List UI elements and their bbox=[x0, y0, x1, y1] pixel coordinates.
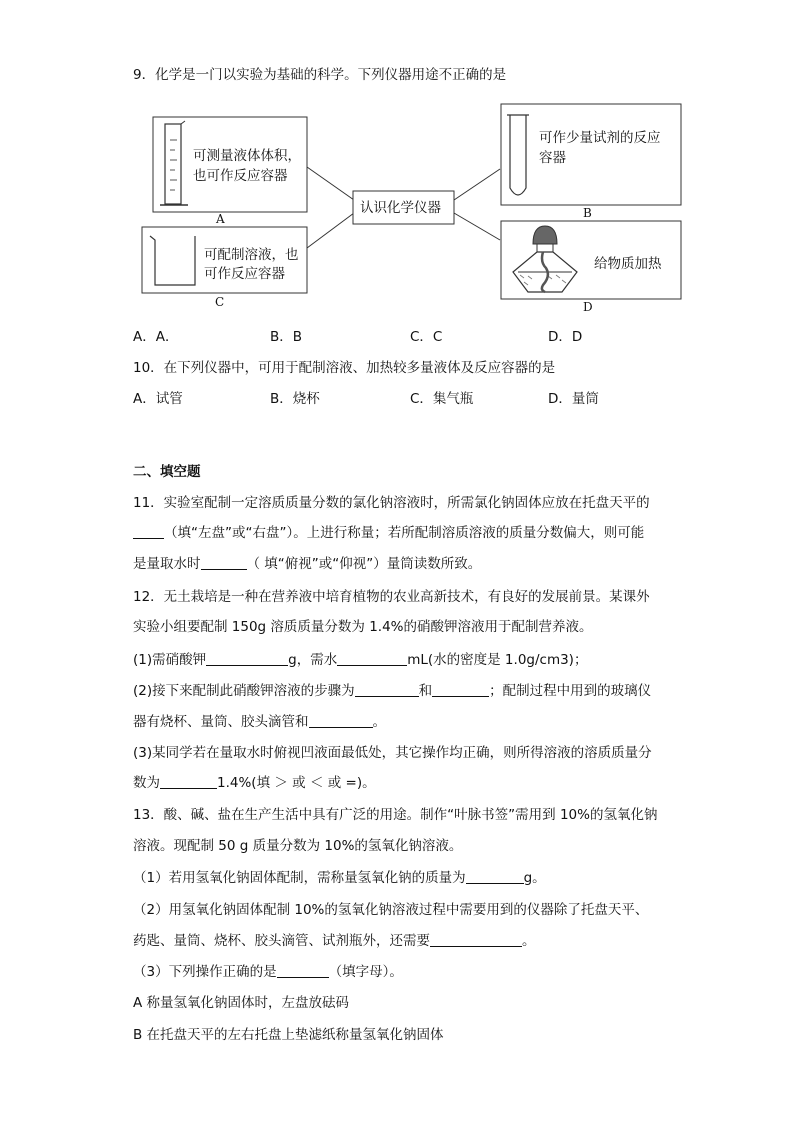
q12-blank-5[interactable] bbox=[309, 713, 373, 728]
box-d-caption: D bbox=[583, 300, 593, 314]
q9-option-b: B．B bbox=[270, 329, 303, 345]
q10-stem: 10．在下列仪器中，可用于配制溶液、加热较多量液体及反应容器的是 bbox=[133, 360, 556, 376]
center-box-label: 认识化学仪器 bbox=[360, 200, 441, 216]
box-c-line1: 可配制溶液，也 bbox=[204, 247, 299, 263]
q13-line3: （1）若用氢氧化钠固体配制，需称量氢氧化钠的质量为 g。 bbox=[133, 870, 546, 886]
q12-line7: 数为 1.4%(填 ＞ 或 ＜ 或 =)。 bbox=[133, 775, 376, 791]
box-b-caption: B bbox=[583, 206, 592, 220]
q10-option-d: D．量筒 bbox=[548, 391, 599, 407]
q9-option-a: A．A． bbox=[133, 329, 179, 345]
box-c-line2: 可作反应容器 bbox=[204, 266, 285, 282]
q9-option-d: D．D bbox=[548, 329, 583, 345]
q10-option-a: A．试管 bbox=[133, 391, 183, 407]
q11-line1: 11．实验室配制一定溶质质量分数的氯化钠溶液时，所需氯化钠固体应放在托盘天平的 bbox=[133, 495, 650, 511]
q13-line6: （3）下列操作正确的是 （填字母）。 bbox=[133, 964, 403, 980]
box-b-line1: 可作少量试剂的反应 bbox=[539, 130, 661, 146]
q13-line5: 药匙、量筒、烧杯、胶头滴管、试剂瓶外，还需要 。 bbox=[133, 933, 536, 949]
q12-line6: (3)某同学若在量取水时俯视凹液面最低处，其它操作均正确，则所得溶液的溶质质量分 bbox=[133, 745, 652, 761]
q12-blank-6[interactable] bbox=[160, 774, 217, 789]
q12-line5: 器有烧杯、量筒、胶头滴管和 。 bbox=[133, 714, 386, 730]
q10-option-b: B．烧杯 bbox=[270, 391, 320, 407]
q9-diagram bbox=[0, 0, 794, 330]
box-a-caption: A bbox=[216, 212, 225, 226]
q9-stem: 9．化学是一门以实验为基础的科学。下列仪器用途不正确的是 bbox=[133, 67, 507, 83]
q13-blank-2[interactable] bbox=[430, 932, 522, 947]
q12-blank-2[interactable] bbox=[337, 651, 407, 666]
q12-blank-1[interactable] bbox=[206, 651, 288, 666]
box-b-line2: 容器 bbox=[539, 150, 566, 166]
box-a-line2: 也可作反应容器 bbox=[193, 168, 288, 184]
q9-option-c: C．C bbox=[410, 329, 443, 345]
q12-blank-4[interactable] bbox=[432, 682, 489, 697]
q12-line1: 12．无土栽培是一种在营养液中培育植物的农业高新技术，有良好的发展前景。某课外 bbox=[133, 589, 650, 605]
box-d-line1: 给物质加热 bbox=[594, 256, 662, 272]
q12-line3: (1)需硝酸钾 g，需水 mL(水的密度是 1.0g/cm3)； bbox=[133, 652, 588, 668]
q12-line2: 实验小组要配制 150g 溶质质量分数为 1.4%的硝酸钾溶液用于配制营养液。 bbox=[133, 619, 593, 635]
q11-blank-1[interactable] bbox=[133, 524, 164, 539]
q13-blank-1[interactable] bbox=[466, 869, 524, 884]
q13-line2: 溶液。现配制 50 g 质量分数为 10%的氢氧化钠溶液。 bbox=[133, 838, 463, 854]
q11-line2: （填“左盘”或“右盘”）。上进行称量；若所配制溶质溶液的质量分数偏大，则可能 bbox=[133, 524, 644, 542]
q13-line4: （2）用氢氧化钠固体配制 10%的氢氧化钠溶液过程中需要用到的仪器除了托盘天平、 bbox=[133, 902, 649, 918]
q12-line4: (2)接下来配制此硝酸钾溶液的步骤为 和 ；配制过程中用到的玻璃仪 bbox=[133, 683, 652, 699]
section-heading-fill-in: 二、填空题 bbox=[133, 464, 201, 480]
q13-line7: A 称量氢氧化钠固体时，左盘放砝码 bbox=[133, 995, 350, 1011]
q13-line8: B 在托盘天平的左右托盘上垫滤纸称量氢氧化钠固体 bbox=[133, 1027, 444, 1043]
q11-blank-2[interactable] bbox=[201, 555, 247, 570]
q11-line3: 是量取水时 （ 填“俯视”或“仰视”）量筒读数所致。 bbox=[133, 556, 482, 572]
box-a-line1: 可测量液体体积， bbox=[193, 148, 301, 164]
q13-line1: 13．酸、碱、盐在生产生活中具有广泛的用途。制作“叶脉书签”需用到 10%的氢氧化钠 bbox=[133, 807, 658, 823]
q10-option-c: C．集气瓶 bbox=[410, 391, 474, 407]
q12-blank-3[interactable] bbox=[355, 682, 419, 697]
q13-blank-3[interactable] bbox=[277, 963, 329, 978]
box-c-caption: C bbox=[215, 295, 225, 309]
